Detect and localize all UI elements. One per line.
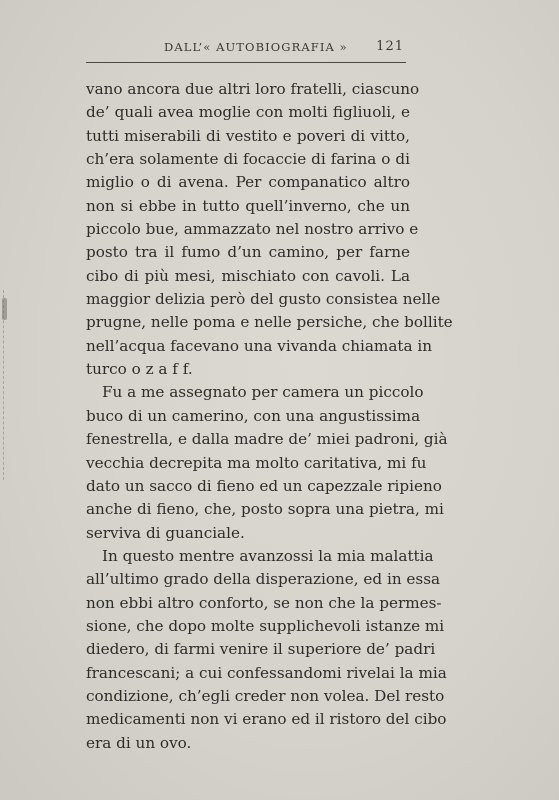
text-line: miglio o di avena. Per companatico altro	[86, 173, 410, 192]
text-line: non si ebbe in tutto quell’inverno, che un	[86, 196, 410, 215]
text-line: posto tra il fumo d’un camino, per farne	[86, 243, 410, 262]
text-line: tutti miserabili di vestito e poveri di vitto,	[86, 126, 410, 145]
text-line: Fu a me assegnato per camera un piccolo	[102, 383, 424, 402]
binding-mark	[2, 298, 7, 320]
text-line: sione, che dopo molte supplichevoli istanze mi	[86, 616, 445, 635]
text-line: francescani; a cui confessandomi rivelai la mia	[86, 663, 447, 682]
running-title: DALL’« AUTOBIOGRAFIA »	[164, 40, 348, 54]
text-line: non ebbi altro conforto, se non che la permes-	[86, 593, 442, 612]
text-line: vano ancora due altri loro fratelli, ciascuno	[86, 80, 420, 98]
page-number: 121	[376, 39, 404, 54]
text-line: condizione, ch’egli creder non volea. Del resto	[86, 686, 445, 705]
text-line: fenestrella, e dalla madre de’ miei padroni, già	[86, 430, 448, 449]
text-line: medicamenti non vi erano ed il ristoro del cibo	[86, 710, 447, 729]
running-head	[86, 40, 406, 60]
text-line: nell’acqua facevano una vivanda chiamata in	[86, 336, 432, 355]
text-line: In questo mentre avanzossi la mia malattia	[102, 546, 434, 565]
text-line: maggior delizia però del gusto consistea nelle	[86, 290, 441, 309]
text-line: dato un sacco di fieno ed un capezzale ripieno	[86, 476, 442, 495]
text-line: buco di un camerino, con una angustissima	[86, 406, 421, 425]
body-text	[86, 78, 453, 755]
text-line: era di un ovo.	[86, 733, 192, 752]
text-line: piccolo bue, ammazzato nel nostro arrivo e	[86, 220, 419, 239]
text-line: cibo di più mesi, mischiato con cavoli. La	[86, 266, 410, 285]
text-line: diedero, di farmi venire il superiore de’ padri	[86, 640, 436, 659]
text-line: vecchia decrepita ma molto caritativa, mi fu	[86, 453, 427, 472]
header-rule	[86, 62, 406, 63]
text-line: all’ultimo grado della disperazione, ed in essa	[86, 570, 441, 589]
text-line: prugne, nelle poma e nelle persiche, che bollite	[86, 313, 453, 332]
text-line: serviva di guanciale.	[86, 523, 245, 542]
text-line: ch’era solamente di focaccie di farina o di	[86, 150, 410, 169]
text-line: turco o z a f f.	[86, 360, 193, 379]
text-line: anche di fieno, che, posto sopra una pietra, mi	[86, 500, 444, 519]
text-line: de’ quali avea moglie con molti figliuoli, e	[86, 103, 410, 122]
